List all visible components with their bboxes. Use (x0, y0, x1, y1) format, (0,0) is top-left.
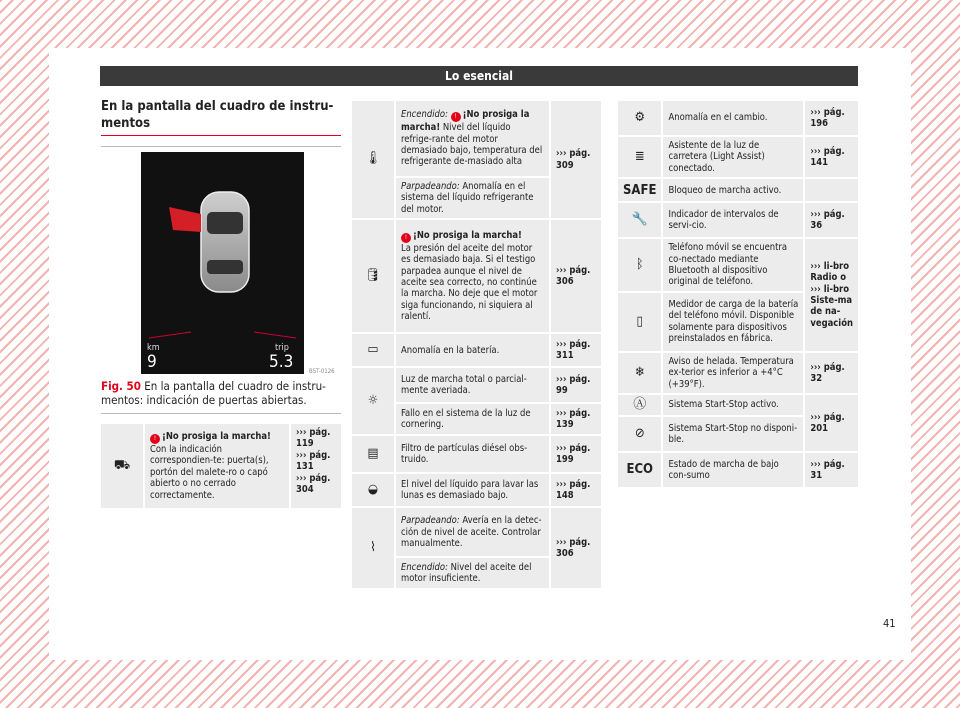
gearbox-fault-icon: ⚙ (618, 101, 663, 135)
page-ref: ››› pág. 306 (551, 220, 601, 332)
light-assist-icon: ≣ (618, 137, 663, 177)
table-row: 🌡 Encendido: ! ¡No prosiga la marcha! Nivel del líquido refrige-rante del motor demasiado bajo, temperatura del refrigerante de-masiado alta ››› pág. 309 (352, 101, 601, 176)
car-doors-icon: ⛟ (101, 424, 145, 508)
table-row: SAFE Bloqueo de marcha activo. (618, 179, 858, 201)
diesel-filter-icon: ▤ (352, 436, 396, 472)
page-ref: ››› pág. 311 (551, 334, 601, 366)
table-row: ☼ Luz de marcha total o parcial-mente averiada. ››› pág. 99 (352, 368, 601, 402)
coolant-icon: 🌡 (352, 101, 396, 218)
oil-level-icon: ⌇ (352, 508, 396, 588)
table-row: Encendido: Nivel del aceite del motor insuficiente. (352, 558, 601, 588)
figure-number: Fig. 50 (101, 379, 141, 393)
middle-warning-table (352, 99, 601, 590)
eco-icon: ECO (618, 453, 663, 487)
page-ref: ››› pág. 32 (805, 353, 858, 393)
page-ref: ››› pág. 306 (551, 508, 601, 588)
figure-code: B5T-0126 (309, 368, 335, 375)
page-ref: ››› pág. 119 ››› pág. 131 ››› pág. 304 (291, 424, 341, 508)
page-ref: ››› pág. 139 (551, 404, 601, 434)
table-row: Fallo en el sistema de la luz de cornering. ››› pág. 139 (352, 404, 601, 434)
table-row: 🛢 ! ¡No prosiga la marcha! La presión del aceite del motor es demasiado baja. Si el testigo parpadea aunque el nivel de aceite sea correcto, no continúe la marcha. No deje que el motor siga funcionando, ni siquiera al ralentí. ››› pág. 306 (352, 220, 601, 332)
safe-icon: SAFE (618, 179, 663, 201)
bulb-failure-icon: ☼ (352, 368, 396, 434)
svg-text:km: km (147, 343, 160, 353)
table-row: ⚙ Anomalía en el cambio. ››› pág. 196 (618, 101, 858, 135)
svg-text:9: 9 (147, 352, 157, 372)
page-ref: ››› pág. 148 (551, 474, 601, 506)
page-ref: ››› pág. 141 (805, 137, 858, 177)
figure-caption-text: En la pantalla del cuadro de instru-mentos: indicación de puertas abiertas. (101, 379, 326, 407)
table-row: ≣ Asistente de la luz de carretera (Light Assist) conectado. ››› pág. 141 (618, 137, 858, 177)
frost-warning-icon: ❄ (618, 353, 663, 393)
svg-text:trip: trip (275, 343, 289, 353)
table-row: Ⓐ Sistema Start-Stop activo. ››› pág. 201 (618, 395, 858, 415)
phone-battery-icon: ▯ (618, 293, 663, 351)
page-ref: ››› pág. 99 (551, 368, 601, 402)
start-stop-off-icon: ⊘ (618, 417, 663, 451)
figure-caption (101, 379, 341, 407)
page-ref: ››› pág. 31 (805, 453, 858, 487)
svg-text:5.3: 5.3 (269, 352, 294, 372)
page-number: 41 (883, 617, 896, 630)
page-ref: ››› pág. 309 (551, 101, 601, 218)
page-ref: ››› li-bro Radio o ››› li-bro Siste-ma de na-vegación (805, 239, 858, 351)
instrument-display (141, 152, 304, 374)
battery-icon: ▭ (352, 334, 396, 366)
oil-pressure-icon: 🛢 (352, 220, 396, 332)
wrench-icon: 🔧 (618, 203, 663, 237)
title-rule (101, 135, 341, 136)
table-row: ❄ Aviso de helada. Temperatura ex-terior es inferior a +4°C (+39°F). ››› pág. 32 (618, 353, 858, 393)
table-row: ▯ Medidor de carga de la batería del teléfono móvil. Disponible solamente para dispositivos preinstalados en fábrica. (618, 293, 858, 351)
table-row: ⌇ Parpadeando: Avería en la detec-ción de nivel de aceite. Controlar manualmente. ››› pág. 306 (352, 508, 601, 556)
left-warning-table (101, 422, 341, 510)
table-row: ⛟ ! ¡No prosiga la marcha! Con la indicación correspondien-te: puerta(s), portón del malete-ro o capó abierto o no cerrado correctamente. ››› pág. 119 ››› pág. 131 ››› pág. 304 (101, 424, 341, 508)
page-ref: ››› pág. 36 (805, 203, 858, 237)
table-row: ᛒ Teléfono móvil se encuentra co-nectado mediante Bluetooth al dispositivo original de teléfono. ››› li-bro Radio o ››› li-bro Siste-ma de na-vegación (618, 239, 858, 291)
table-row: Parpadeando: Anomalía en el sistema del líquido refrigerante del motor. (352, 178, 601, 218)
washer-fluid-icon: ◒ (352, 474, 396, 506)
table-row: ⊘ Sistema Start-Stop no disponi-ble. (618, 417, 858, 451)
start-stop-icon: Ⓐ (618, 395, 663, 415)
section-header: Lo esencial (100, 66, 858, 86)
table-row: 🔧 Indicador de intervalos de servi-cio. ››› pág. 36 (618, 203, 858, 237)
page-ref: ››› pág. 199 (551, 436, 601, 472)
page-ref: ››› pág. 196 (805, 101, 858, 135)
right-warning-table (618, 99, 858, 489)
bluetooth-icon: ᛒ (618, 239, 663, 291)
table-row: ▭ Anomalía en la batería. ››› pág. 311 (352, 334, 601, 366)
page-ref: ››› pág. 201 (805, 395, 858, 451)
table-row: ◒ El nivel del líquido para lavar las lunas es demasiado bajo. ››› pág. 148 (352, 474, 601, 506)
section-title: En la pantalla del cuadro de instru-mentos (101, 99, 334, 131)
table-row: ▤ Filtro de partículas diésel obs-truido. ››› pág. 199 (352, 436, 601, 472)
table-row: ECO Estado de marcha de bajo con-sumo ››› pág. 31 (618, 453, 858, 487)
